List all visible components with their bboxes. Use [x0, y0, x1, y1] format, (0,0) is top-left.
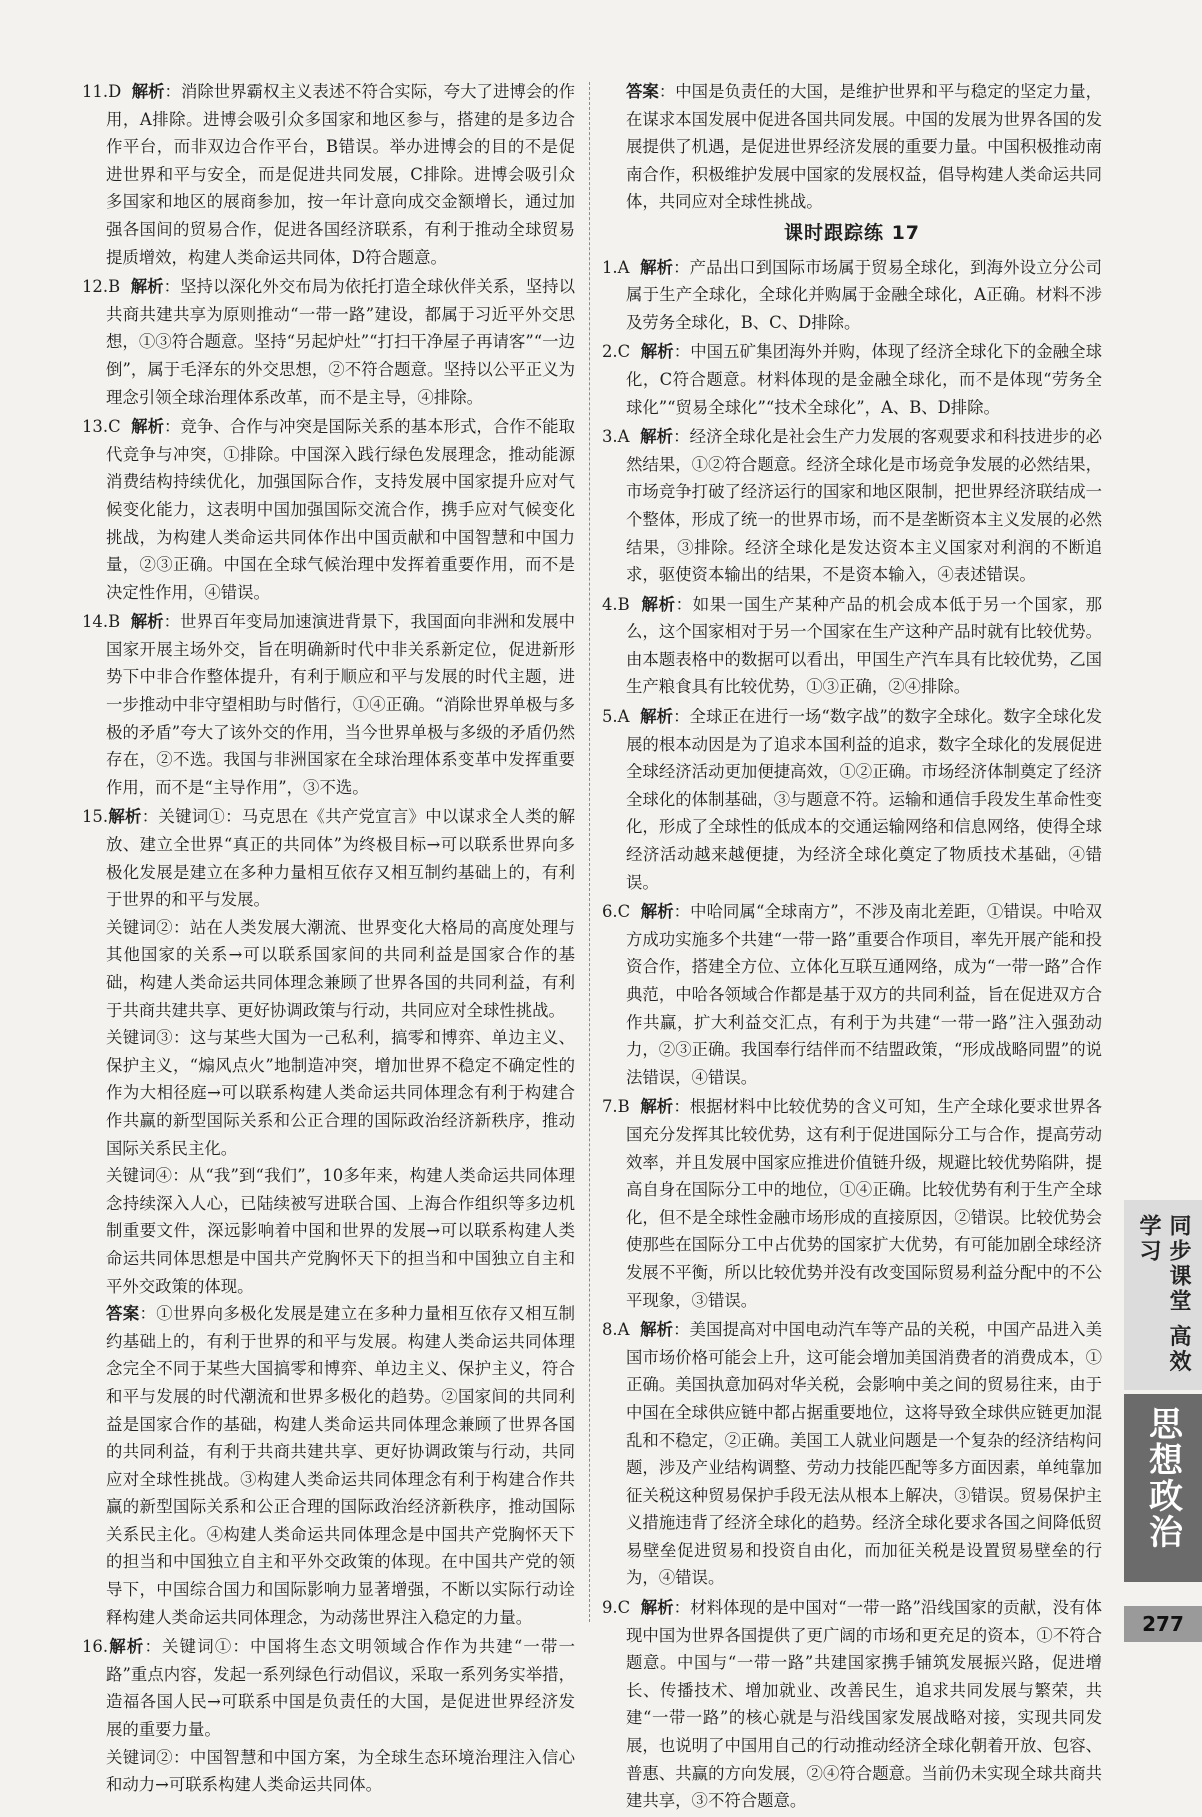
keyword-4: 关键词④：从“我”到“我们”，10多年来，构建人类命运共同体理念持续深入人心，已陆续被写进联合国、上海合作组织等多边机制重要文件，深远影响着中国和世界的发展→可以联系构建人类命运共同体思想是中国共产党胸怀天下的担当和中国独立自主和平外交政策的体现。 — [106, 1166, 575, 1296]
exercise-item: 3.A 解析：经济全球化是社会生产力发展的客观要求和科技进步的必然结果，①②符合题意。经济全球化是市场竞争发展的必然结果，市场竞争打破了经济运行的国家和地区限制，把世界经济联结成一个整体，形成了统一的世界市场，而不是垄断资本主义发展的必然结果，③排除。经济全球化是发达资本主义国家对利润的不断追求，驱使资本输出的结果，不是资本输入，④表述错误。 — [602, 427, 1103, 585]
exercise-item: 5.A 解析：全球正在进行一场“数字战”的数字全球化。数字全球化发展的根本动因是为了追求本国利益的追求，数字全球化的发展促进全球经济活动更加便捷高效，①②正确。市场经济体制奠定了经济全球化的体制基础，③与题意不符。运输和通信手段发生革命性变化，形成了全球性的低成本的交通运输网络和信息网络，使得全球经济活动越来越便捷，为经济全球化奠定了物质技术基础，④错误。 — [602, 707, 1102, 892]
question-13: 13.C 解析：竞争、合作与冲突是国际关系的基本形式，合作不能取代竞争与冲突，①排除。中国深入践行绿色发展理念，推动能源消费结构持续优化，加强国际合作，支持发展中国家提升应对气候变化能力，这表明中国加强国际交流合作，携手应对气候变化挑战，为构建人类命运共同体作出中国贡献和中国智慧和中国力量，②③正确。中国在全球气候治理中发挥着重要作用，而不是决定性作用，④错误。 — [82, 417, 576, 602]
subject-tab: 思想政治 — [1124, 1394, 1202, 1582]
exercise-item: 9.C 解析：材料体现的是中国对“一带一路”沿线国家的贡献，没有体现中国为世界各国提供了更广阔的市场和更充足的资本，①不符合题意。中国与“一带一路”共建国家携手铺筑发展振兴路，促进增长、传播技术、增加就业、改善民生，追求共同发展与繁荣，共建“一带一路”的核心就是与沿线国家发展战略对接，实现共同发展，也说明了中国用自己的行动推动经济全球化朝着开放、包容、普惠、共赢的方向发展，②④符合题意。当前仍未实现全球共商共建共享，③不符合题意。 — [602, 1598, 1102, 1811]
question-12: 12.B 解析：坚持以深化外交布局为依托打造全球伙伴关系，坚持以共商共建共享为原则推动“一带一路”建设，都属于习近平外交思想，①③符合题意。坚持“另起炉灶”“打扫干净屋子再请客”“一边倒”，属于毛泽东的外交思想，②不符合题意。坚持以公平正义为理念引领全球治理体系改革，而不是主导，④排除。 — [82, 277, 576, 407]
exercise-item: 7.B 解析：根据材料中比较优势的含义可知，生产全球化要求世界各国充分发挥其比较优势，这有利于促进国际分工与合作，提高劳动效率，并且发展中国家应推进价值链升级，规避比较优势陷阱，提高自身在国际分工中的地位，①④正确。比较优势有利于生产全球化，但不是全球性金融市场形成的直接原因，②错误。比较优势会使那些在国际分工中占优势的国家扩大优势，有可能加剧全球经济发展不平衡，所以比较优势并没有改变国际贸易利益分配中的不公平现象，③错误。 — [602, 1097, 1103, 1310]
exercise-item: 8.A 解析：美国提高对中国电动汽车等产品的关税，中国产品进入美国市场价格可能会上升，这可能会增加美国消费者的消费成本，①正确。美国执意加码对华关税，会影响中美之间的贸易往来，由于中国在全球供应链中都占据重要地位，这将导致全球供应链更加混乱和不稳定，②正确。美国工人就业问题是一个复杂的经济结构问题，涉及产业结构调整、劳动力技能匹配等多方面因素，单纯靠加征关税这种贸易保护手段无法从根本上解决，③错误。贸易保护主义措施违背了经济全球化的趋势。经济全球化要求各国之间降低贸易壁垒促进贸易和投资自由化，而加征关税是设置贸易壁垒的行为，④错误。 — [602, 1320, 1103, 1588]
keyword-2: 关键词②：站在人类发展大潮流、世界变化大格局的高度处理与其他国家的关系→可以联系国家间的共同利益是国家合作的基础，构建人类命运共同体理念兼顾了世界各国的共同利益，有利于共商共建共享、更好协调政策与行动，共同应对全球性挑战。 — [106, 917, 575, 1020]
keyword-3: 关键词③：这与某些大国为一己私利，搞零和博弈、单边主义、保护主义，“煽风点火”地制造冲突，增加世界不稳定不确定性的作为大相径庭→可以联系构建人类命运共同体理念有利于构建合作共赢的新型国际关系和公正合理的国际政治经济新秩序，推动国际关系民主化。 — [106, 1028, 575, 1158]
column-divider — [589, 82, 590, 1622]
left-column — [82, 78, 575, 1801]
exercise-item: 4.B 解析：如果一国生产某种产品的机会成本低于另一个国家，那么，这个国家相对于另一个国家在生产这种产品时就有比较优势。由本题表格中的数据可以看出，甲国生产汽车具有比较优势，乙国生产粮食具有比较优势，①③正确，②④排除。 — [602, 594, 1103, 697]
answer-16: 答案：中国是负责任的大国，是维护世界和平与稳定的坚定力量，在谋求本国发展中促进各国共同发展。中国的发展为世界各国的发展提供了机遇，是促进世界经济发展的重要力量。中国积极推动南南合作，积极维护发展中国家的发展权益，倡导构建人类命运共同体，共同应对全球性挑战。 — [626, 82, 1103, 212]
right-column — [602, 78, 1102, 1817]
exercise-item: 6.C 解析：中哈同属“全球南方”，不涉及南北差距，①错误。中哈双方成功实施多个共建“一带一路”重要合作项目，率先开展产能和投资合作，搭建全方位、立体化互联互通网络，成为“一带一路”合作典范，中哈各领域合作都是基于双方的共同利益，旨在促进双方合作共赢，扩大利益交汇点，有利于为共建“一带一路”注入强劲动力，②③正确。我国奉行结伴而不结盟政策，“形成战略同盟”的说法错误，④错误。 — [602, 902, 1102, 1087]
keyword-2: 关键词②：中国智慧和中国方案，为全球生态环境治理注入信心和动力→可联系构建人类命运共同体。 — [106, 1747, 575, 1795]
question-16: 16.解析：关键词①：中国将生态文明领域合作作为共建“一带一路”重点内容，发起一系列绿色行动倡议，采取一系列务实举措，造福各国人民→可联系中国是负责任的大国，是促进世界经济发展的重要力量。 关键词②：中国智慧和中国方案，为全球生态环境治理注入信心和动力→可联系构建人类命运共同体。 — [82, 1633, 575, 1799]
page-number: 277 — [1124, 1606, 1202, 1642]
exercise-item: 2.C 解析：中国五矿集团海外并购，体现了经济全球化下的金融全球化，C符合题意。材料体现的是金融全球化，而不是体现“劳务全球化”“贸易全球化”“技术全球化”，A、B、D排除。 — [602, 342, 1103, 417]
question-11: 11.D 解析：消除世界霸权主义表述不符合实际，夸大了进博会的作用，A排除。进博会吸引众多国家和地区参与，搭建的是多边合作平台，而非双边合作平台，B错误。举办进博会的目的不是促进世界和平与安全，而是促进共同发展，C排除。进博会吸引众多国家和地区的展商参加，按一年计意向成交金额增长，通过加强各国间的贸易合作，促进各国经济联系，有利于推动全球贸易提质增效，构建人类命运共同体，D符合题意。 — [82, 82, 576, 267]
question-14: 14.B 解析：世界百年变局加速演进背景下，我国面向非洲和发展中国家开展主场外交，旨在明确新时代中非关系新定位，促进新形势下中非合作整体提升，有利于顺应和平与发展的时代主题，进一步推动中非守望相助与时偕行，①④正确。“消除世界单极与多极的矛盾”夸大了该外交的作用，当今世界单极与多级的矛盾仍然存在，②不选。我国与非洲国家在全球治理体系变革中发挥重要作用，而不是“主导作用”，③不选。 — [82, 612, 576, 797]
section-title: 课时跟踪练 17 — [783, 221, 921, 244]
exercise-item: 1.A 解析：产品出口到国际市场属于贸易全球化，到海外设立分公司属于生产全球化，全球化并购属于金融全球化，A正确。材料不涉及劳务全球化，B、C、D排除。 — [602, 257, 1103, 332]
answer-15: 答案：①世界向多极化发展是建立在多种力量相互依存又相互制约基础上的，有利于世界的和平与发展。构建人类命运共同体理念完全不同于某些大国搞零和博弈、单边主义、保护主义，符合和平与发展的时代潮流和世界多极化的趋势。②国家间的共同利益是国家合作的基础，构建人类命运共同体理念兼顾了世界各国的共同利益，有利于共商共建共享、更好协调政策与行动，共同应对全球性挑战。③构建人类命运共同体理念有利于构建合作共赢的新型国际关系和公正合理的国际政治经济新秩序，推动国际关系民主化。④构建人类命运共同体理念是中国共产党胸怀天下的担当和中国独立自主和平外交政策的体现。在中国共产党的领导下，中国综合国力和国际影响力显著增强，不断以实际行动诠释构建人类命运共同体理念，为动荡世界注入稳定的力量。 — [106, 1304, 576, 1627]
question-15: 15.解析：关键词①：马克思在《共产党宣言》中以谋求全人类的解放、建立全世界“真正的共同体”为终极目标→可以联系世界向多极化发展是建立在多种力量相互依存又相互制约基础上的，有利于世界的和平与发展。 关键词②：站在人类发展大潮流、世界变化大格局的高度处理与其他国家的关系→可以联系国家间的共同利益是国家合作的基础，构建人类命运共同体理念兼顾了世界各国的共同利益，有利于共商共建共享、更好协调政策与行动，共同应对全球性挑战。 关键词③：这与某些大国为一己私利，搞零和博弈、单边主义、保护主义，“煽风点火”地制造冲突，增加世界不稳定不确定性的作为大相径庭→可以联系构建人类命运共同体理念有利于构建合作共赢的新型国际关系和公正合理的国际政治经济新秩序，推动国际关系民主化。 关键词④：从“我”到“我们”，10多年来，构建人类命运共同体理念持续深入人心，已陆续被写进联合国、上海合作组织等多边机制重要文件，深远影响着中国和世界的发展→可以联系构建人类命运共同体思想是中国共产党胸怀天下的担当和中国独立自主和平外交政策的体现。 答案：①世界向多极化发展是建立在多种力量相互依存又相互制约基础上的，有利于世界的和平与发展。构建人类命运共同体理念完全不同于某些大国搞零和博弈、单边主义、保护主义，符合和平与发展的时代潮流和世界多极化的趋势。②国家间的共同利益是国家合作的基础，构建人类命运共同体理念兼顾了世界各国的共同利益，有利于共商共建共享、更好协调政策与行动，共同应对全球性挑战。③构建人类命运共同体理念有利于构建合作共赢的新型国际关系和公正合理的国际政治经济新秩序，推动国际关系民主化。④构建人类命运共同体理念是中国共产党胸怀天下的担当和中国独立自主和平外交政策的体现。在中国共产党的领导下，中国综合国力和国际影响力显著增强，不断以实际行动诠释构建人类命运共同体理念，为动荡世界注入稳定的力量。 — [82, 803, 575, 1631]
series-label-tab: 同步课堂 高效学习 — [1124, 1200, 1202, 1390]
